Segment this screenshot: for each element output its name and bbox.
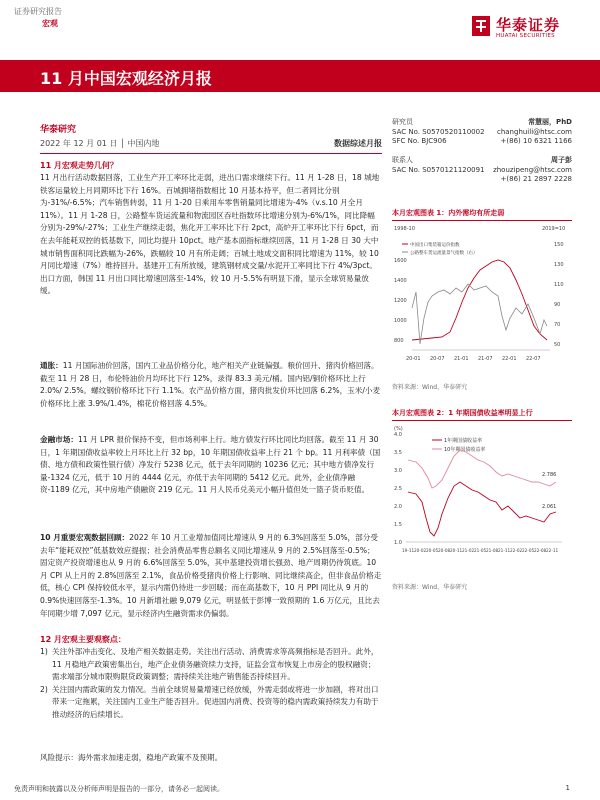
- fig1-left-tick: 1600: [394, 258, 407, 264]
- fig2-x-tick: 20-05: [426, 548, 439, 553]
- page-footer: [0, 784, 600, 794]
- fig1-series-freight-index: [412, 260, 547, 340]
- fig2-x-tick: 21-05: [474, 548, 487, 553]
- page-number: 1: [565, 784, 570, 792]
- focus-heading: 12 月宏观主要观察点：: [40, 635, 126, 644]
- disclaimer-note: 免责声明和披露以及分析师声明是报告的一部分，请务必一起阅读。: [14, 785, 224, 793]
- section-heading-3: 金融市场：: [40, 435, 78, 444]
- figure-2-title: 本月宏观图表 2：1 年期国债收益率明显上行: [392, 408, 572, 421]
- fig1-left-tick: 1000: [394, 318, 407, 324]
- fig2-legend-1: 1年期国债收益率: [444, 438, 483, 444]
- sub-title: 华泰研究: [40, 125, 77, 135]
- section-body-3: 11 月 LPR 报价保持不变，但市场利率上行。地方债发行环比同比均回落。截至 11 月 30 日，1 年期国债收益率较上月环比上行 32 bp，10 年期国债收益率上行 21 个 bp。11 月利率债（国债、地方债和政策性银行债）净发行 5238 亿元，低于去年同期的 10236 亿元；其中地方债净发行量-1324 亿元，低于 10 月的 4444 亿元，亦低于去年同期的 5412 亿元。此外，企业债净融资-1189 亿元，其中房地产债融资 219 亿元。11 月人民币兑美元小幅升值但处一篮子货币贬值。: [40, 435, 381, 495]
- figure-2-source: 资料来源：Wind，华泰研究: [392, 584, 468, 591]
- fig2-legend-2: 10年期国债收益率: [444, 447, 486, 453]
- fig2-label-1y: 2.061: [542, 504, 557, 510]
- fig2-label-10y: 2.786: [542, 472, 557, 478]
- section-heading-1: 11 月宏观走势几何？: [40, 161, 118, 170]
- fig2-x-tick: 22-08: [534, 548, 547, 553]
- logo-text-cn: 华泰证券: [496, 16, 561, 34]
- fig2-x-tick: 22-02: [510, 548, 523, 553]
- fig1-x-tick: 20-01: [406, 356, 421, 362]
- fig1-right-tick: 130: [554, 262, 564, 268]
- fig2-y-tick: 1.0: [394, 540, 402, 546]
- fig1-x-tick: 21-01: [454, 356, 469, 362]
- page-title: 11 月中国宏观经济月报: [40, 69, 212, 88]
- fig1-legend-1: 中国出口集装箱运价指数: [410, 243, 460, 248]
- fig1-x-tick: 20-07: [430, 356, 445, 362]
- section-block-4: [40, 532, 382, 620]
- fig1-right-tick: 50: [554, 342, 561, 348]
- fig2-y-tick: 2.5: [394, 486, 402, 492]
- fig1-series-road-freight: [412, 284, 547, 344]
- fig1-left-tick: 1200: [394, 298, 407, 304]
- fig2-unit: (%): [394, 426, 403, 432]
- figure-2-chart: [392, 422, 572, 572]
- dateline: [40, 138, 382, 154]
- fig1-right-tick: 150: [554, 242, 564, 248]
- figure-1-title: 本月宏观图表 1：内外需均有所走弱: [392, 208, 572, 221]
- fig1-right-tick: 2019=10: [542, 226, 566, 232]
- section-body-1: 11 月出行活动数据回落，工业生产开工率环比走弱，进出口需求继续下行。11 月 1-28 日，18 城地铁客运量较上月同期环比下行 16%。百城拥堵指数相比 10 月基本持平，但二者同比分别为-31%/-6.5%；汽车销售转弱，11 月 1-20 日乘用车零售销量同比增速为-4%（v.s.10 月全月 11%）。11 月 1-28 日，公路整车货运流量和物流园区吞吐指数环比增速分别为-6%/1%，同比降幅分别为-29%/-27%；工业生产继续走弱，焦化开工率环比下行 2pct，高炉开工率环比下行 6pct，而在去年能耗双控的低基数下，同比均提升 10pct。地产基本面指标继续回落，11 月 1-28 日 30 大中城市销售面积同比跌幅为-26%，跌幅较 10 月有所走阔；百城土地成交面积同比增速为 11%，较 10 月同比增速（7%）维持回升。基建开工有所放缓，建筑钢材成交量/水泥开工率同比下行 4%/3pct。出口方面，韩国 11 月出口同比增速回落至-14%，较 10 月-5.5%有明显下滑，显示全球贸易量放缓。: [40, 173, 380, 296]
- figure-1-source: 资料来源：Wind，华泰研究: [392, 384, 468, 391]
- analyst-card-2: 联系人 周子彭 SAC No. S0570121120091 zhouzipeng@htsc.com +(86) 21 2897 2228: [392, 156, 572, 183]
- section-block-3: [40, 434, 382, 497]
- fig2-y-tick: 1.5: [394, 522, 402, 528]
- focus-list: [40, 646, 382, 722]
- fig1-left-tick: 1998-10: [394, 226, 415, 232]
- fig1-legend-2: 公路整车货运流量景气指数（右）: [410, 251, 478, 256]
- logo-text-en: HUATAI SECURITIES: [496, 33, 555, 39]
- fig1-left-tick: 1400: [394, 278, 407, 284]
- fig2-x-tick: 20-02: [414, 548, 427, 553]
- fig2-series-1y: [408, 482, 556, 536]
- report-category: 证券研究报告: [14, 7, 62, 16]
- fig1-x-tick: 21-07: [478, 356, 493, 362]
- section-heading-2: 通胀：: [40, 361, 63, 370]
- fig2-x-tick: 21-08: [486, 548, 499, 553]
- fig2-x-tick: 22-11: [546, 548, 559, 553]
- fig2-x-tick: 20-08: [438, 548, 451, 553]
- logo-icon: [470, 14, 492, 38]
- fig2-x-tick: 20-11: [450, 548, 463, 553]
- fig2-x-tick: 22-05: [522, 548, 535, 553]
- fig2-y-tick: 4.0: [394, 432, 402, 438]
- focus-item: 2) 关注国内需政策的发力情况。当前全球贸易量增速已经放缓，外需走弱或将进一步加剧，将对出口带来一定拖累，关注国内工业生产能否回升。促进国内消费、投资等的稳内需政策持续发力有助于推动经济的后续增长。: [40, 684, 379, 719]
- report-type: 数据综述月报: [334, 139, 382, 148]
- fig2-y-tick: 3.0: [394, 468, 402, 474]
- analyst-email[interactable]: changhuili@htsc.com: [496, 127, 572, 136]
- fig2-x-tick: 19-11: [402, 548, 415, 553]
- report-section: 宏观: [42, 19, 58, 28]
- dateline-left: 2022 年 12 月 01 日 │ 中国内地: [40, 139, 160, 148]
- company-logo: [470, 14, 590, 44]
- fig1-right-tick: 110: [554, 282, 564, 288]
- fig1-x-tick: 22-07: [526, 356, 541, 362]
- section-body-2: 11 月国际油价回落，国内工业品价格分化，地产相关产业链偏强。粮价回升、猪肉价格回落。截至 11 月 28 日，布伦特油价月均环比下行 12%，录得 83.3 美元/桶。国内铝/铜价格环比上行 2.0%/ 2.5%。螺纹钢价格环比下行 1.1%。农产品价格方面，猪肉批发价环比回落 6.2%，玉米/小麦价格环比上涨 3.9%/1.4%，棉花价格回落 4.5%。: [40, 361, 381, 408]
- section-body-4: 2022 年 10 月工业增加值同比增速从 9 月的 6.3%回落至 5.0%，部分受去年“能耗双控”低基数效应提振；社会消费品零售总额名义同比增速从 9 月的 2.5%回落至-0.5%；固定资产投资增速也从 9 月的 6.6%回落至 5.0%，其中基建投资增长强劲、地产周期仍待筑底。10 月 CPI 从上月的 2.8%回落至 2.1%，食品价格受猪肉价格上行影响、同比继续高企，但非食品价格走低，核心 CPI 保持较低水平，显示内需仍待进一步回暖；而在高基数下，10 月 PPI 同比从 9 月的 0.9%快速回落至-1.3%。10 月新增社融 9,079 亿元，明显低于彭博一致预期的 1.6 万亿元，且比去年同期少增 7,097 亿元，显示经济内生融资需求仍偏弱。: [40, 533, 382, 618]
- fig2-x-tick: 21-11: [498, 548, 511, 553]
- section-heading-4: 10 月重要宏观数据回顾：: [40, 533, 130, 542]
- fig2-y-tick: 2.0: [394, 504, 402, 510]
- fig2-series-10y: [408, 450, 556, 488]
- fig1-right-tick: 90: [554, 302, 561, 308]
- fig2-y-tick: 3.5: [394, 450, 402, 456]
- fig2-x-tick: 21-02: [462, 548, 475, 553]
- analyst-email[interactable]: zhouzipeng@htsc.com: [493, 165, 572, 174]
- analyst-card-1: 研究员 常慧丽，PhD SAC No. S0570520110002 changhuili@htsc.com SFC No. BJC906 +(86) 10 6321 1166: [392, 118, 572, 145]
- fig1-left-tick: 800: [394, 338, 404, 344]
- section-block-2: [40, 360, 382, 410]
- fig1-right-tick: 70: [554, 322, 561, 328]
- fig1-x-tick: 22-01: [502, 356, 517, 362]
- risk-note: 风险提示：海外需求加速走弱，稳地产政策不及预期。: [40, 753, 223, 762]
- focus-item: 1) 关注外部冲击变化、及地产相关数据走势。关注出行活动、消费需求等高频指标是否回升。此外，11 月稳地产政策密集出台，地产企业债务融资续力支持，证监会宣布恢复上市房企的股权融资；需求端部分城市限购限贷政策调整；需持续关注地产销售能否持续回升。: [40, 647, 379, 682]
- figure-1-chart: [392, 222, 572, 372]
